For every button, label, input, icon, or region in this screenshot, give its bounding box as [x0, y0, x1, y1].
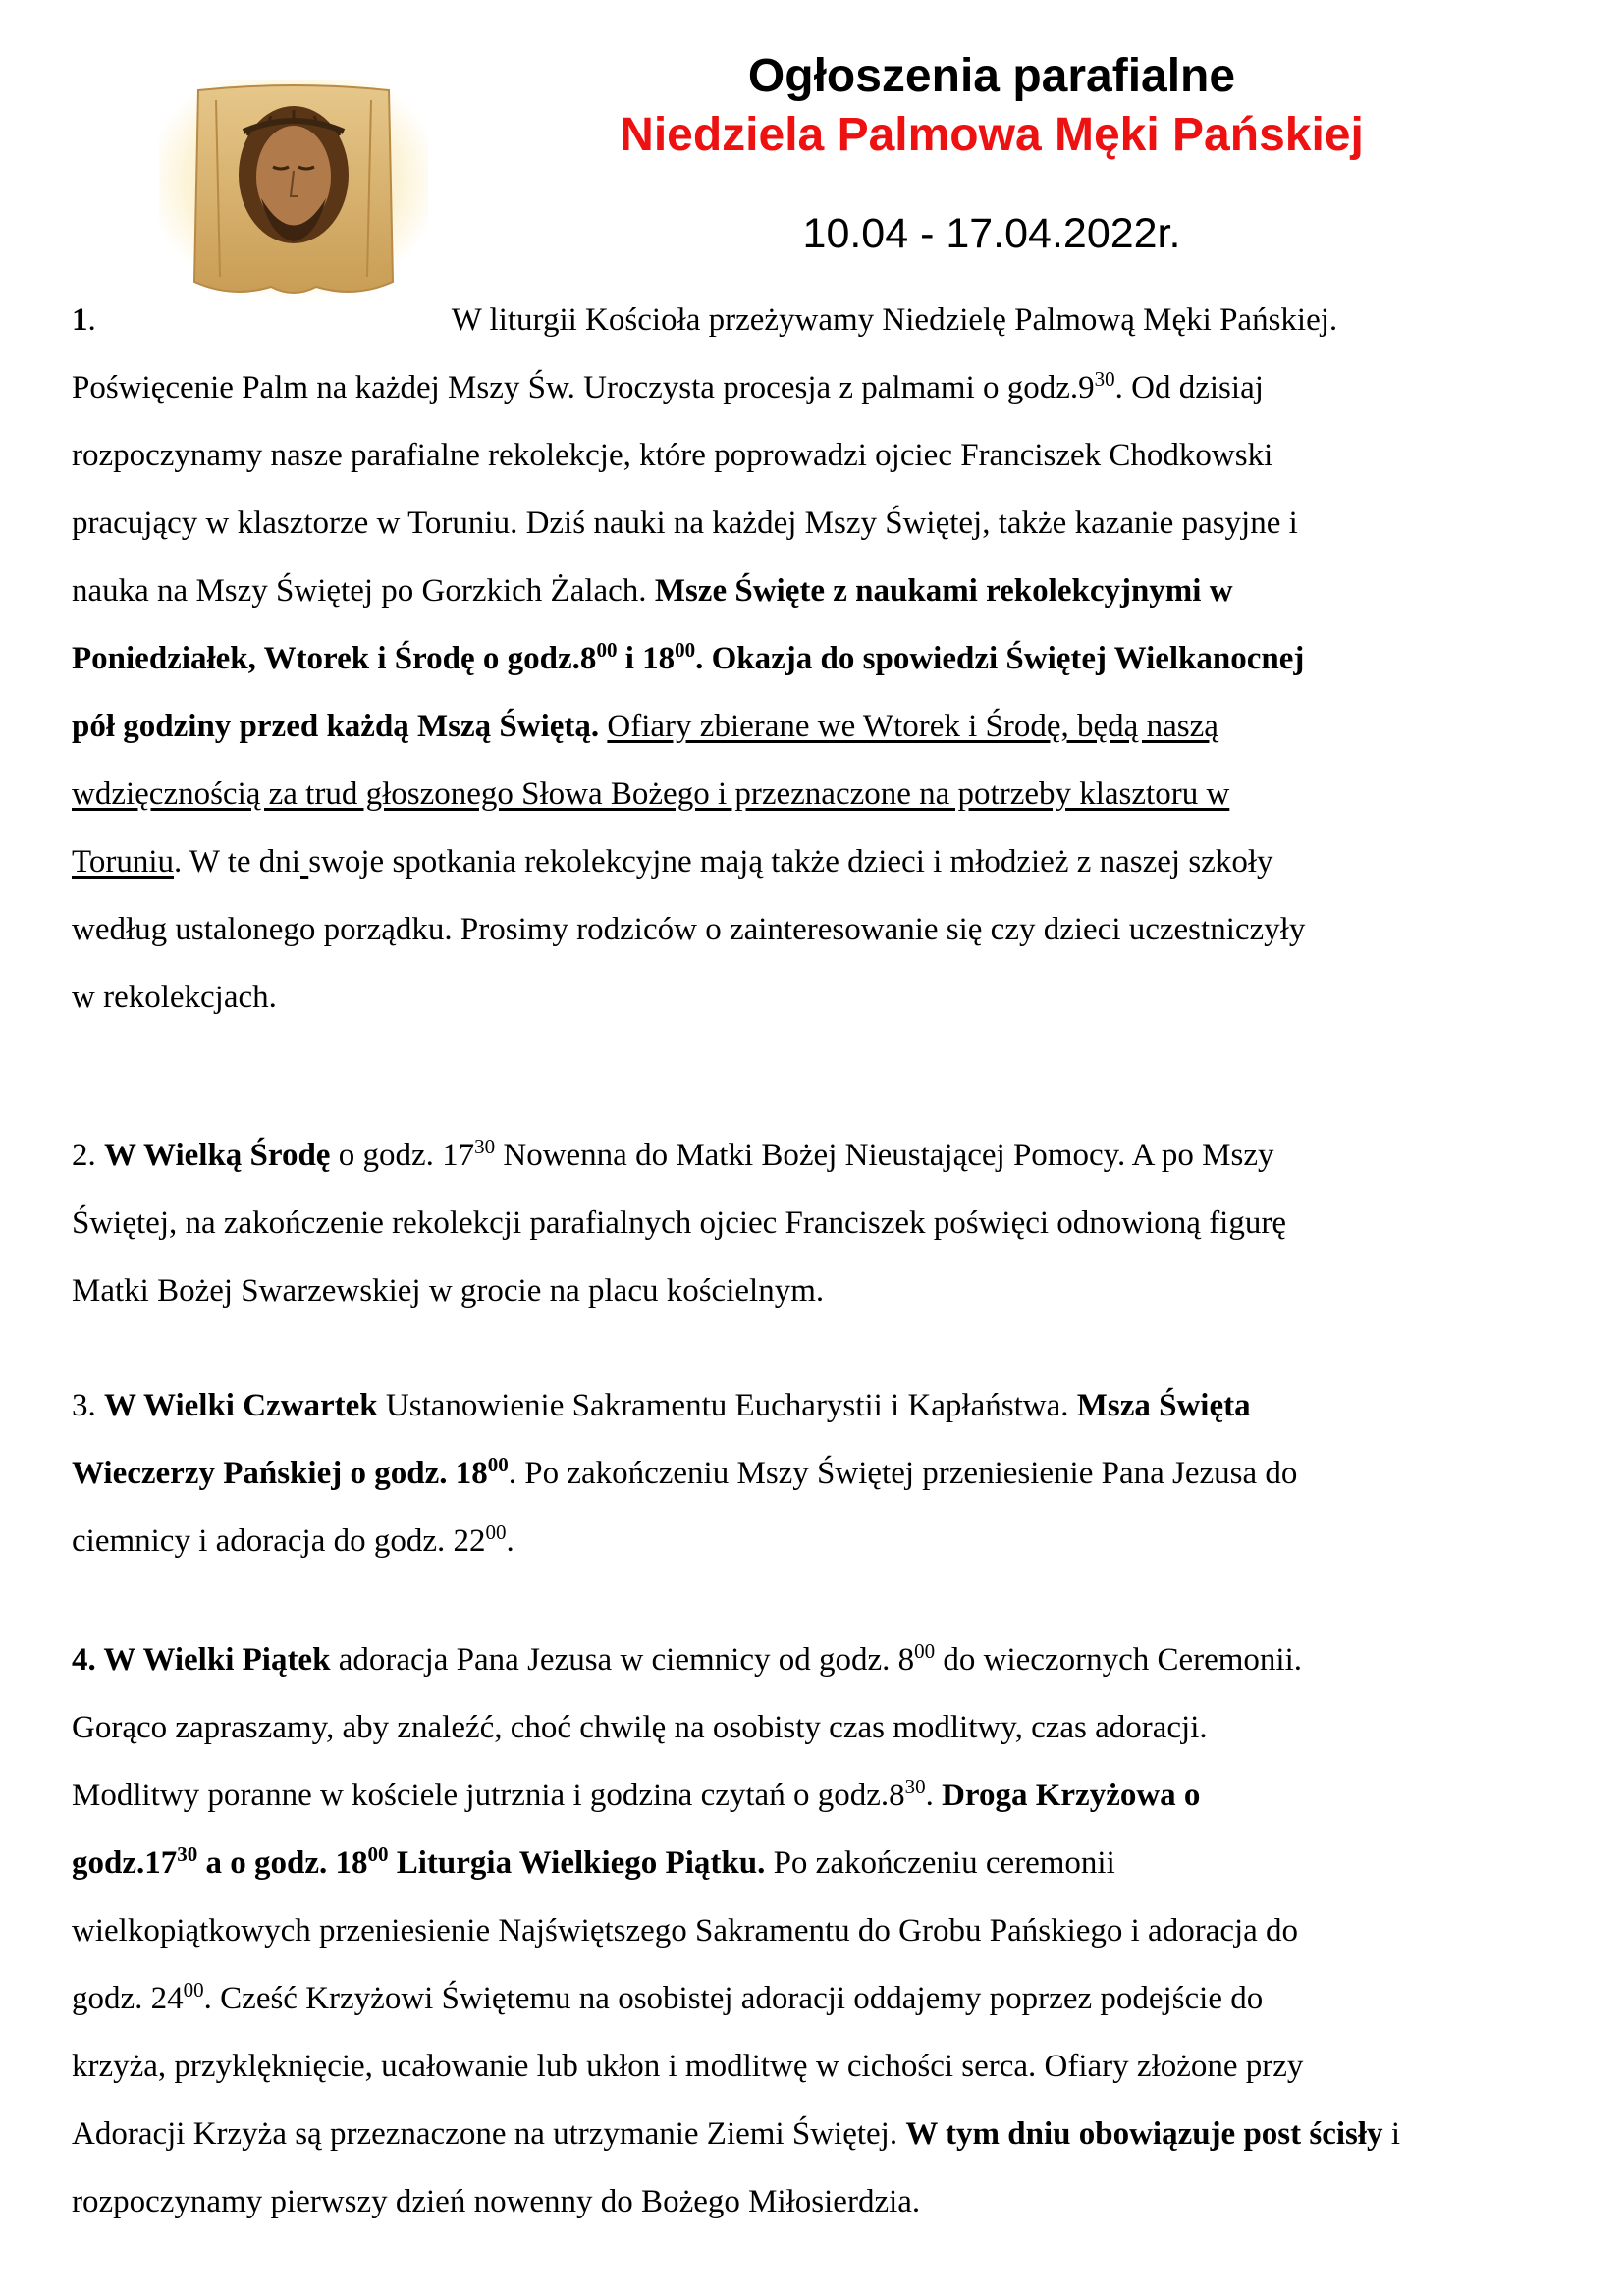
text-line: Poniedziałek, Wtorek i Środę o $godz.8^{00}$ i $18^{00}$. Okazja do spowiedzi Świętej Wielkanocnej	[72, 638, 1305, 676]
text-line: 3. W Wielki Czwartek Ustanowienie Sakramentu Eucharystii i Kapłaństwa. Msza Święta	[72, 1388, 1251, 1423]
text-line: godz. $24^{00}$. Cześć Krzyżowi Świętemu na osobistej adoracji oddajemy poprzez podejście do	[72, 1978, 1264, 2016]
text-line: Gorąco zapraszamy, aby znaleźć, choć chwilę na osobisty czas modlitwy, czas adoracji.	[72, 1710, 1208, 1745]
text-line: według ustalonego porządku. Prosimy rodziców o zainteresowanie się czy dzieci uczestniczyły	[72, 912, 1306, 947]
text-line: pracujący w klasztorze w Toruniu. Dziś nauki na każdej Mszy Świętej, także kazanie pasyjne i	[72, 506, 1298, 541]
text-line: 1. W liturgii Kościoła przeżywamy Niedzielę Palmową Męki Pańskiej.	[72, 302, 1338, 338]
text-line: 4. W Wielki Piątek adoracja Pana Jezusa w ciemnicy od godz. $8^{00}$ do wieczornych Ceremonii.	[72, 1639, 1303, 1678]
announcement-1	[72, 287, 1564, 1032]
text-line: Toruniu. W te dni swoje spotkania rekolekcyjne mają także dzieci i młodzież z naszej szkoły	[72, 844, 1273, 880]
text-line: Wieczerzy Pańskiej o godz. $18^{00}$. Po zakończeniu Mszy Świętej przeniesienie Pana Jezusa do	[72, 1453, 1298, 1491]
text-line: wdzięcznością za trud głoszonego Słowa Bożego i przeznaczone na potrzeby klasztoru w	[72, 776, 1230, 812]
jesus-veil-icon	[159, 80, 428, 302]
text-line: 2. W Wielką Środę o godz. $17^{30}$ Nowenna do Matki Bożej Nieustającej Pomocy. A po Mszy	[72, 1135, 1274, 1173]
text-line: Adoracji Krzyża są przeznaczone na utrzymanie Ziemi Świętej. W tym dniu obowiązuje post ścisły i	[72, 2116, 1400, 2152]
text-line: Świętej, na zakończenie rekolekcji parafialnych ojciec Franciszek poświęci odnowioną figurę	[72, 1205, 1286, 1241]
text-line: pół godziny przed każdą Mszą Świętą. Ofiary zbierane we Wtorek i Środę, będą naszą	[72, 709, 1218, 744]
text-line: rozpoczynamy pierwszy dzień nowenny do Bożego Miłosierdzia.	[72, 2184, 921, 2219]
text-line: Matki Bożej Swarzewskiej w grocie na placu kościelnym.	[72, 1273, 825, 1308]
text-line: wielkopiątkowych przeniesienie Najświętszego Sakramentu do Grobu Pańskiego i adoracja do	[72, 1913, 1299, 1949]
text-line: ciemnicy i adoracja do godz. $22^{00}$.	[72, 1521, 514, 1559]
text-line: Poświęcenie Palm na każdej Mszy Św. Uroczysta procesja z palmami o $godz.9^{30}$. Od dzisiaj	[72, 367, 1264, 405]
item-number: 1	[72, 302, 88, 338]
announcement-2	[72, 1122, 1564, 1325]
page-subtitle: Niedziela Palmowa Męki Pańskiej	[620, 109, 1364, 161]
announcement-3	[72, 1372, 1564, 1575]
text-line: $godz.17^{30}$ a o godz. $18^{00}$ Liturgia Wielkiego Piątku. Po zakończeniu ceremonii	[72, 1842, 1115, 1881]
text-line: rozpoczynamy nasze parafialne rekolekcje, które poprowadzi ojciec Franciszek Chodkowski	[72, 438, 1273, 473]
text-line: w rekolekcjach.	[72, 980, 277, 1015]
page-title: Ogłoszenia parafialne	[747, 50, 1236, 102]
text-line: nauka na Mszy Świętej po Gorzkich Żalach. Msze Święte z naukami rekolekcyjnymi w	[72, 573, 1233, 609]
announcements-body	[72, 287, 1564, 2236]
text-line: Modlitwy poranne w kościele jutrznia i godzina czytań o $godz.8^{30}$. Droga Krzyżowa o	[72, 1775, 1201, 1813]
announcement-4	[72, 1627, 1564, 2236]
header	[432, 47, 1551, 263]
date-range: 10.04 - 17.04.2022r.	[802, 210, 1181, 257]
text-line: krzyża, przyklęknięcie, ucałowanie lub ukłon i modlitwę w cichości serca. Ofiary złożone przy	[72, 2049, 1304, 2084]
